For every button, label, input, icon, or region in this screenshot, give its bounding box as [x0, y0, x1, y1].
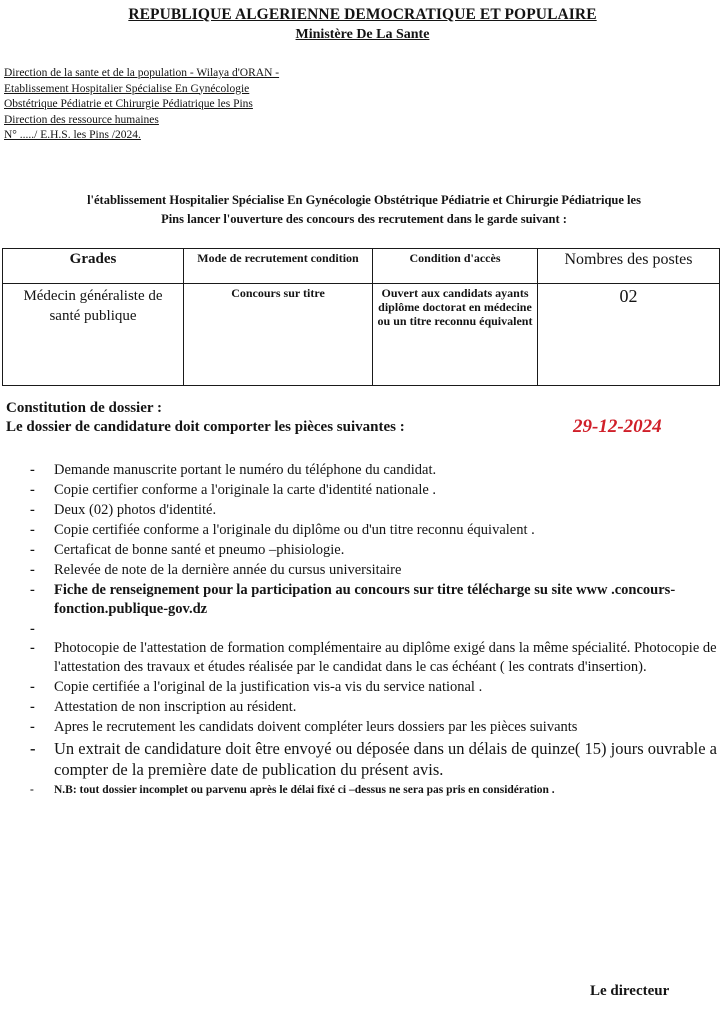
- cell-mode: Concours sur titre: [184, 284, 373, 386]
- list-item: [30, 698, 718, 717]
- list-item: [30, 521, 718, 540]
- admin-line-establishment: Etablissement Hospitalier Spécialise En Gynécologie: [4, 82, 250, 95]
- header-mode: Mode de recrutement condition: [184, 249, 373, 284]
- header-postes: Nombres des postes: [538, 249, 720, 284]
- header-condition: Condition d'accès: [373, 249, 538, 284]
- list-item-text: Fiche de renseignement pour la participation au concours sur titre télécharge su site www .concours-fonction.publique-gov.dz: [54, 582, 676, 617]
- list-item-text: Apres le recrutement les candidats doivent compléter leurs dossiers par les pièces suivants: [54, 719, 578, 735]
- bullet-mark: -: [30, 679, 35, 695]
- list-item: [30, 541, 718, 560]
- bullet-mark: -: [30, 719, 35, 735]
- reference-number: N° ...../ E.H.S. les Pins /2024.: [4, 129, 141, 141]
- list-item-text: Relevée de note de la dernière année du cursus universitaire: [54, 562, 402, 578]
- bullet-mark: -: [30, 562, 35, 578]
- list-item: [30, 461, 718, 480]
- bullet-mark: -: [30, 699, 35, 715]
- list-item: [30, 718, 718, 737]
- list-item: [30, 581, 718, 619]
- list-item: [30, 639, 718, 677]
- bullet-mark: -: [30, 621, 35, 637]
- bullet-mark: -: [30, 640, 35, 656]
- bullet-mark: -: [30, 522, 35, 538]
- list-item: [30, 678, 718, 697]
- ministry-header: Ministère De La Sante: [295, 27, 430, 42]
- list-item-text: N.B: tout dossier incomplet ou parvenu après le délai fixé ci –dessus ne sera pas pris en considération .: [54, 784, 555, 796]
- list-item: [30, 561, 718, 580]
- list-item: [30, 481, 718, 500]
- posts-table: [2, 248, 720, 386]
- table-row: [3, 284, 720, 386]
- bullet-mark: -: [30, 542, 35, 558]
- list-item-text: Un extrait de candidature doit être envoyé ou déposée dans un délais de quinze( 15) jours ouvrable a compter de la première date de publication du présent avis.: [54, 739, 717, 779]
- list-item-text: Copie certifiée conforme a l'originale du diplôme ou d'un titre reconnu équivalent .: [54, 522, 535, 538]
- cell-postes: 02: [538, 284, 720, 386]
- date-stamp: 29-12-2024: [573, 416, 662, 437]
- intro-paragraph: [8, 191, 720, 229]
- required-documents-list: [30, 461, 718, 801]
- dossier-title: Constitution de dossier :: [6, 400, 162, 416]
- list-item: [30, 501, 718, 520]
- list-item-text: Attestation de non inscription au résident.: [54, 699, 297, 715]
- list-item: [30, 620, 718, 638]
- admin-line-direction: Direction de la sante et de la population - Wilaya d'ORAN -: [4, 67, 280, 79]
- list-item-text: Copie certifier conforme a l'originale la carte d'identité nationale .: [54, 482, 437, 498]
- bullet-mark: -: [30, 502, 35, 518]
- cell-condition: Ouvert aux candidats ayants diplôme doctorat en médecine ou un titre reconnu équivalent: [373, 284, 538, 386]
- intro-line: l'établissement Hospitalier Spécialise En Gynécologie Obstétrique Pédiatrie et Chirurgie Pédiatrique les: [87, 193, 641, 207]
- bullet-mark: -: [30, 482, 35, 498]
- list-item: [30, 738, 718, 780]
- admin-line-hr: Direction des ressource humaines: [4, 113, 159, 126]
- cell-grade: Médecin généraliste de santé publique: [3, 284, 184, 386]
- country-header: REPUBLIQUE ALGERIENNE DEMOCRATIQUE ET POPULAIRE: [128, 6, 597, 23]
- intro-line: Pins lancer l'ouverture des concours des recrutement dans le garde suivant :: [161, 212, 567, 226]
- bullet-mark: -: [30, 462, 35, 478]
- list-item-text: Certaficat de bonne santé et pneumo –phisiologie.: [54, 542, 345, 558]
- bullet-mark: -: [30, 784, 34, 796]
- list-item-text: Copie certifiée a l'original de la justification vis-a vis du service national .: [54, 679, 483, 695]
- signature-director: Le directeur: [590, 983, 670, 999]
- list-item-text: Photocopie de l'attestation de formation complémentaire au diplôme exigé dans la même spécialité. Photocopie de l'attestation des travaux et études réalisée par le candidat dans le cas échéant ( les contrats d'insertion).: [54, 640, 717, 675]
- dossier-intro: Le dossier de candidature doit comporter les pièces suivantes :: [6, 419, 405, 435]
- header-grades: Grades: [3, 249, 184, 284]
- nb-note: [30, 781, 718, 800]
- bullet-mark: -: [30, 582, 35, 598]
- admin-line-specialties: Obstétrique Pédiatrie et Chirurgie Pédiatrique les Pins: [4, 98, 253, 110]
- list-item-text: Deux (02) photos d'identité.: [54, 502, 217, 518]
- table-header-row: [3, 249, 720, 284]
- list-item-text: Demande manuscrite portant le numéro du téléphone du candidat.: [54, 462, 437, 478]
- administration-block: [4, 66, 279, 144]
- bullet-mark: -: [30, 739, 36, 758]
